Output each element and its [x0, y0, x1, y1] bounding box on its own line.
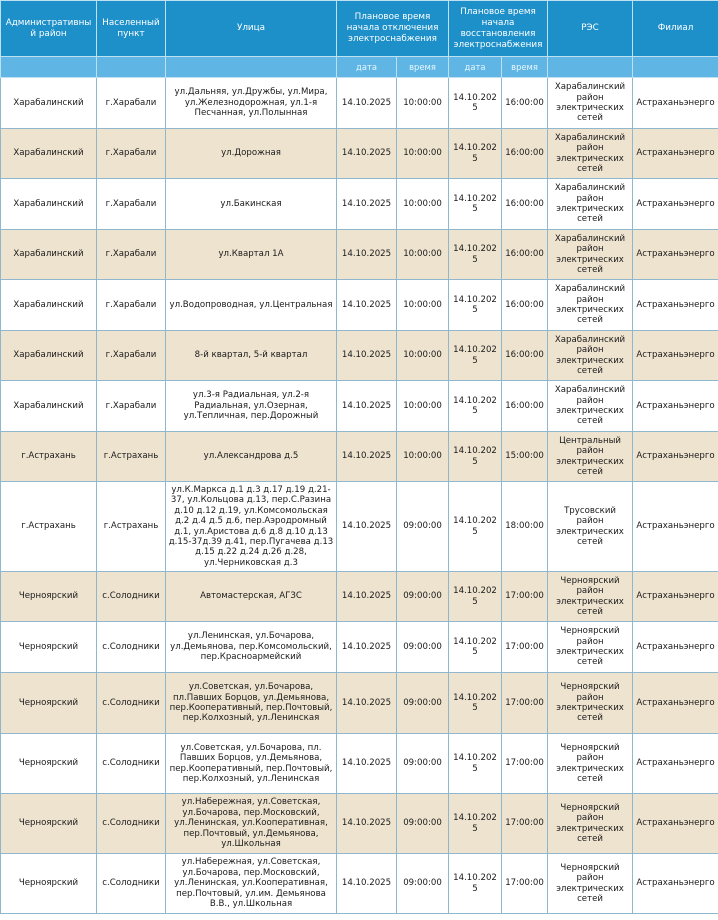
cell-res: Черноярский район электрических сетей: [548, 572, 633, 622]
cell-on-date: 14.10.2025: [449, 331, 502, 381]
cell-street: ул.Александрова д.5: [166, 432, 337, 482]
cell-district: г.Астрахань: [1, 482, 97, 572]
cell-on-date: 14.10.2025: [449, 230, 502, 280]
cell-on-date: 14.10.2025: [449, 673, 502, 734]
cell-off-time: 10:00:00: [397, 280, 449, 331]
cell-on-time: 16:00:00: [502, 331, 548, 381]
table-row: [1, 78, 718, 129]
cell-on-date: 14.10.2025: [449, 482, 502, 572]
cell-district: Харабалинский: [1, 331, 97, 381]
cell-off-date: 14.10.2025: [337, 482, 397, 572]
header-branch: Филиал: [633, 1, 718, 57]
cell-on-date: 14.10.2025: [449, 381, 502, 432]
table-row: [1, 129, 718, 179]
cell-off-date: 14.10.2025: [337, 572, 397, 622]
cell-district: Черноярский: [1, 622, 97, 673]
cell-res: Черноярский район электрических сетей: [548, 673, 633, 734]
cell-branch: Астраханьэнерго: [633, 331, 718, 381]
cell-res: Харабалинский район электрических сетей: [548, 280, 633, 331]
cell-branch: Астраханьэнерго: [633, 673, 718, 734]
cell-street: 8-й квартал, 5-й квартал: [166, 331, 337, 381]
cell-off-date: 14.10.2025: [337, 129, 397, 179]
cell-district: Черноярский: [1, 734, 97, 794]
table-row: [1, 230, 718, 280]
cell-off-time: 10:00:00: [397, 230, 449, 280]
cell-off-time: 09:00:00: [397, 622, 449, 673]
cell-res: Харабалинский район электрических сетей: [548, 78, 633, 129]
cell-on-time: 17:00:00: [502, 673, 548, 734]
cell-off-time: 10:00:00: [397, 331, 449, 381]
cell-locality: г.Харабали: [97, 179, 166, 230]
header-off-time: Плановое время начала отключения электроснабжения: [337, 1, 449, 57]
subheader-empty: [548, 57, 633, 78]
cell-off-date: 14.10.2025: [337, 179, 397, 230]
table-row: [1, 622, 718, 673]
cell-district: Харабалинский: [1, 230, 97, 280]
cell-on-time: 16:00:00: [502, 230, 548, 280]
cell-street: ул.Дальняя, ул.Дружбы, ул.Мира, ул.Железнодорожная, ул.1-я Песчанная, ул.Полынная: [166, 78, 337, 129]
cell-on-date: 14.10.2025: [449, 179, 502, 230]
cell-on-date: 14.10.2025: [449, 794, 502, 854]
cell-street: ул.Советская, ул.Бочарова, пл.Павших Борцов, ул.Демьянова, пер.Кооперативный, пер.Почтовый, пер.Колхозный, ул.Ленинская: [166, 673, 337, 734]
cell-district: Черноярский: [1, 854, 97, 914]
cell-off-date: 14.10.2025: [337, 230, 397, 280]
cell-district: Черноярский: [1, 794, 97, 854]
cell-off-date: 14.10.2025: [337, 794, 397, 854]
table-row: [1, 482, 718, 572]
cell-on-time: 17:00:00: [502, 572, 548, 622]
table-row: [1, 432, 718, 482]
subheader-empty: [97, 57, 166, 78]
subheader-off-date: дата: [337, 57, 397, 78]
cell-on-time: 16:00:00: [502, 179, 548, 230]
cell-locality: г.Харабали: [97, 280, 166, 331]
cell-locality: г.Харабали: [97, 129, 166, 179]
header-district: Административный район: [1, 1, 97, 57]
cell-branch: Астраханьэнерго: [633, 482, 718, 572]
cell-on-time: 16:00:00: [502, 280, 548, 331]
cell-district: г.Астрахань: [1, 432, 97, 482]
cell-on-time: 18:00:00: [502, 482, 548, 572]
table-row: [1, 854, 718, 914]
cell-branch: Астраханьэнерго: [633, 230, 718, 280]
cell-street: ул.Водопроводная, ул.Центральная: [166, 280, 337, 331]
header-street: Улица: [166, 1, 337, 57]
table-row: [1, 734, 718, 794]
cell-res: Харабалинский район электрических сетей: [548, 381, 633, 432]
cell-street: ул.Бакинская: [166, 179, 337, 230]
cell-street: ул.Дорожная: [166, 129, 337, 179]
cell-res: Центральный район электрических сетей: [548, 432, 633, 482]
cell-branch: Астраханьэнерго: [633, 381, 718, 432]
cell-off-time: 10:00:00: [397, 432, 449, 482]
cell-locality: с.Солодники: [97, 622, 166, 673]
cell-street: ул.Ленинская, ул.Бочарова, ул.Демьянова, пер.Комсомольский, пер.Красноармейский: [166, 622, 337, 673]
subheader-row: [1, 57, 718, 78]
cell-locality: г.Харабали: [97, 78, 166, 129]
cell-branch: Астраханьэнерго: [633, 129, 718, 179]
cell-locality: с.Солодники: [97, 794, 166, 854]
cell-on-date: 14.10.2025: [449, 129, 502, 179]
cell-locality: г.Астрахань: [97, 482, 166, 572]
cell-street: ул.Набережная, ул.Советская, ул.Бочарова, пер.Московский, ул.Ленинская, ул.Кооперативная, пер.Почтовый, ул.им. Демьянова В.В., ул.Школьная: [166, 854, 337, 914]
cell-on-time: 16:00:00: [502, 381, 548, 432]
cell-on-time: 15:00:00: [502, 432, 548, 482]
cell-on-date: 14.10.2025: [449, 622, 502, 673]
cell-on-time: 17:00:00: [502, 734, 548, 794]
cell-off-time: 09:00:00: [397, 572, 449, 622]
cell-locality: г.Харабали: [97, 381, 166, 432]
subheader-empty: [633, 57, 718, 78]
cell-on-date: 14.10.2025: [449, 734, 502, 794]
cell-on-time: 16:00:00: [502, 78, 548, 129]
cell-res: Черноярский район электрических сетей: [548, 622, 633, 673]
cell-res: Черноярский район электрических сетей: [548, 854, 633, 914]
cell-street: ул.Набережная, ул.Советская, ул.Бочарова, пер.Московский, ул.Ленинская, ул.Кооперативная, пер.Почтовый, ул.Демьянова, ул.Школьная: [166, 794, 337, 854]
cell-on-date: 14.10.2025: [449, 280, 502, 331]
header-row: [1, 1, 718, 57]
table-row: [1, 794, 718, 854]
cell-branch: Астраханьэнерго: [633, 854, 718, 914]
subheader-empty: [166, 57, 337, 78]
cell-off-time: 10:00:00: [397, 179, 449, 230]
cell-off-date: 14.10.2025: [337, 280, 397, 331]
cell-res: Черноярский район электрических сетей: [548, 794, 633, 854]
subheader-on-time: время: [502, 57, 548, 78]
cell-res: Харабалинский район электрических сетей: [548, 179, 633, 230]
cell-branch: Астраханьэнерго: [633, 179, 718, 230]
cell-on-date: 14.10.2025: [449, 78, 502, 129]
cell-branch: Астраханьэнерго: [633, 432, 718, 482]
cell-off-date: 14.10.2025: [337, 673, 397, 734]
cell-district: Харабалинский: [1, 179, 97, 230]
cell-branch: Астраханьэнерго: [633, 734, 718, 794]
cell-off-time: 09:00:00: [397, 794, 449, 854]
cell-branch: Астраханьэнерго: [633, 78, 718, 129]
cell-off-time: 10:00:00: [397, 129, 449, 179]
cell-off-date: 14.10.2025: [337, 78, 397, 129]
cell-off-date: 14.10.2025: [337, 432, 397, 482]
header-res: РЭС: [548, 1, 633, 57]
cell-locality: с.Солодники: [97, 673, 166, 734]
cell-locality: с.Солодники: [97, 854, 166, 914]
cell-on-date: 14.10.2025: [449, 572, 502, 622]
cell-res: Черноярский район электрических сетей: [548, 734, 633, 794]
cell-locality: с.Солодники: [97, 734, 166, 794]
table-row: [1, 179, 718, 230]
cell-district: Харабалинский: [1, 280, 97, 331]
cell-branch: Астраханьэнерго: [633, 794, 718, 854]
cell-off-time: 09:00:00: [397, 854, 449, 914]
cell-off-time: 09:00:00: [397, 673, 449, 734]
cell-res: Харабалинский район электрических сетей: [548, 331, 633, 381]
cell-street: ул.Квартал 1А: [166, 230, 337, 280]
cell-street: ул.К.Маркса д.1 д.3 д.17 д.19 д.21-37, ул.Кольцова д.13, пер.С.Разина д.10 д.12 д.19, ул.Комсомольская д.2 д.4 д.5 д.6, пер.Аэродромный д.1, ул.Аристова д.6 д.8 д.10 д.13 д.15-37д.39 д.41, пер.Пугачева д.13 д.15 д.22 д.24 д.26 д.28, ул.Черниковская д.3: [166, 482, 337, 572]
cell-district: Харабалинский: [1, 129, 97, 179]
cell-on-time: 17:00:00: [502, 854, 548, 914]
cell-locality: г.Харабали: [97, 331, 166, 381]
cell-district: Харабалинский: [1, 78, 97, 129]
table-row: [1, 280, 718, 331]
cell-on-time: 16:00:00: [502, 129, 548, 179]
cell-off-date: 14.10.2025: [337, 331, 397, 381]
cell-locality: г.Харабали: [97, 230, 166, 280]
cell-off-time: 10:00:00: [397, 78, 449, 129]
table-body: [1, 78, 718, 914]
cell-district: Черноярский: [1, 572, 97, 622]
cell-branch: Астраханьэнерго: [633, 280, 718, 331]
cell-off-date: 14.10.2025: [337, 734, 397, 794]
cell-branch: Астраханьэнерго: [633, 622, 718, 673]
cell-off-time: 10:00:00: [397, 381, 449, 432]
cell-street: ул.3-я Радиальная, ул.2-я Радиальная, ул.Озерная, ул.Тепличная, пер.Дорожный: [166, 381, 337, 432]
subheader-on-date: дата: [449, 57, 502, 78]
cell-on-time: 17:00:00: [502, 794, 548, 854]
cell-on-date: 14.10.2025: [449, 432, 502, 482]
cell-off-time: 09:00:00: [397, 734, 449, 794]
cell-district: Черноярский: [1, 673, 97, 734]
table-row: [1, 331, 718, 381]
header-locality: Населенный пункт: [97, 1, 166, 57]
subheader-empty: [1, 57, 97, 78]
cell-locality: г.Астрахань: [97, 432, 166, 482]
cell-res: Трусовский район электрических сетей: [548, 482, 633, 572]
cell-district: Харабалинский: [1, 381, 97, 432]
cell-on-time: 17:00:00: [502, 622, 548, 673]
cell-street: Автомастерская, АГЗС: [166, 572, 337, 622]
subheader-off-time: время: [397, 57, 449, 78]
cell-off-date: 14.10.2025: [337, 854, 397, 914]
cell-off-time: 09:00:00: [397, 482, 449, 572]
table-row: [1, 572, 718, 622]
table-row: [1, 381, 718, 432]
cell-street: ул.Советская, ул.Бочарова, пл. Павших Борцов, ул.Демьянова, пер.Кооперативный, пер.Почтовый, пер.Колхозный, ул.Ленинская: [166, 734, 337, 794]
cell-locality: с.Солодники: [97, 572, 166, 622]
cell-res: Харабалинский район электрических сетей: [548, 230, 633, 280]
cell-branch: Астраханьэнерго: [633, 572, 718, 622]
cell-on-date: 14.10.2025: [449, 854, 502, 914]
cell-res: Харабалинский район электрических сетей: [548, 129, 633, 179]
cell-off-date: 14.10.2025: [337, 622, 397, 673]
header-restore-time: Плановое время начала восстановления электроснабжения: [449, 1, 548, 57]
table-row: [1, 673, 718, 734]
cell-off-date: 14.10.2025: [337, 381, 397, 432]
